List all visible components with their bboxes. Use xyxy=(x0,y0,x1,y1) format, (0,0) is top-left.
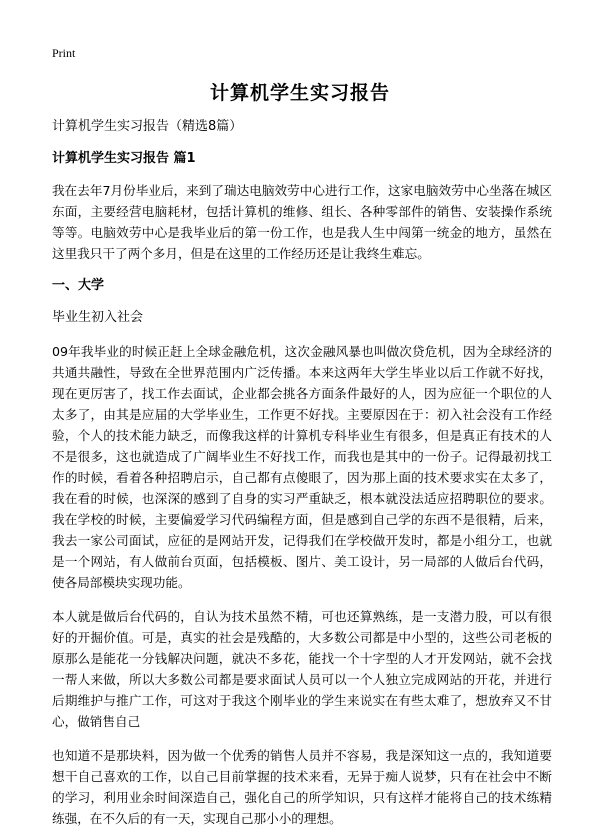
paragraph-intro: 我在去年7月份毕业后，来到了瑞达电脑效劳中心进行工作，这家电脑效劳中心坐落在城区东面，主要经营电脑耗材，包括计算机的维修、组长、各种零部件的销售、安装操作系统等等。电脑效劳中心是我毕业后的第一份工作，也是我人生中闯第一统金的地方，虽然在这里我只干了两个多月，但是在这里的工作经历还是让我终生难忘。 xyxy=(52,183,552,261)
print-label[interactable]: Print xyxy=(52,46,76,60)
paragraph-sales: 也知道不是那块料，因为做一个优秀的销售人员并不容易，我是深知这一点的，我知道要想干自己喜欢的工作，以自己目前掌握的技术来看，无异于痴人说梦，只有在社会中不断的学习，利用业余时间深造自己，强化自己的所学知识，只有这样才能将自己的技术练精练强，在不久后的有一天，实现自己那小小的理想。 xyxy=(52,748,552,826)
document-body xyxy=(52,118,552,839)
subheading-university: 一、大学 xyxy=(52,278,105,293)
document-subtitle: 计算机学生实习报告（精选8篇） xyxy=(52,119,243,134)
paragraph-graduate-entering-society: 毕业生初入社会 xyxy=(52,310,144,325)
section-heading: 计算机学生实习报告 篇1 xyxy=(52,151,196,166)
page-title: 计算机学生实习报告 xyxy=(209,82,390,104)
paragraph-backend-code: 本人就是做后台代码的，自认为技术虽然不精，可也还算熟练，是一支潜力股，可以有很好的开掘价值。可是，真实的社会是残酷的，大多数公司都是中小型的，这些公司老板的原那么是能花一分钱解决问题，就决不多花，能找一个十字型的人才开发网站，就不会找一帮人来做，所以大多数公司都是要求面试人员可以一个人独立完成网站的开花，并进行后期维护与推广工作，可这对于我这个刚毕业的学生来说实在有些太难了，想放弃又不甘心，做销售自己 xyxy=(52,609,552,729)
paragraph-financial-crisis: 09年我毕业的时候正赶上全球金融危机，这次金融风暴也叫做次贷危机，因为全球经济的共通共融性，导致在全世界范围内广泛传播。本来这两年大学生毕业以后工作就不好找，现在更厉害了，找工作去面试，企业都会挑各方面条件最好的人，因为应征一个职位的人太多了，由其是应届的大学毕业生，工作更不好找。主要原因在于：初入社会没有工作经验，个人的技术能力缺乏，而像我这样的计算机专科毕业生有很多，但是真正有技术的人不是很多，这也就造成了广阔毕业生不好找工作，而我也是其中的一份子。记得最初找工作的时候，看着各种招聘启示，自己都有点傻眼了，因为那上面的技术要求实在太多了，我在看的时候，也深深的感到了自身的实习严重缺乏，根本就没法适应招聘职位的要求。我在学校的时候，主要偏爱学习代码编程方面，但是感到自己学的东西不是很精，后来，我去一家公司面试，应征的是网站开发，记得我们在学校做开发时，都是小组分工，也就是一个网站，有人做前台页面，包括模板、图片、美工设计，另一局部的人做后台代码，使各局部模块实现功能。 xyxy=(52,344,552,590)
